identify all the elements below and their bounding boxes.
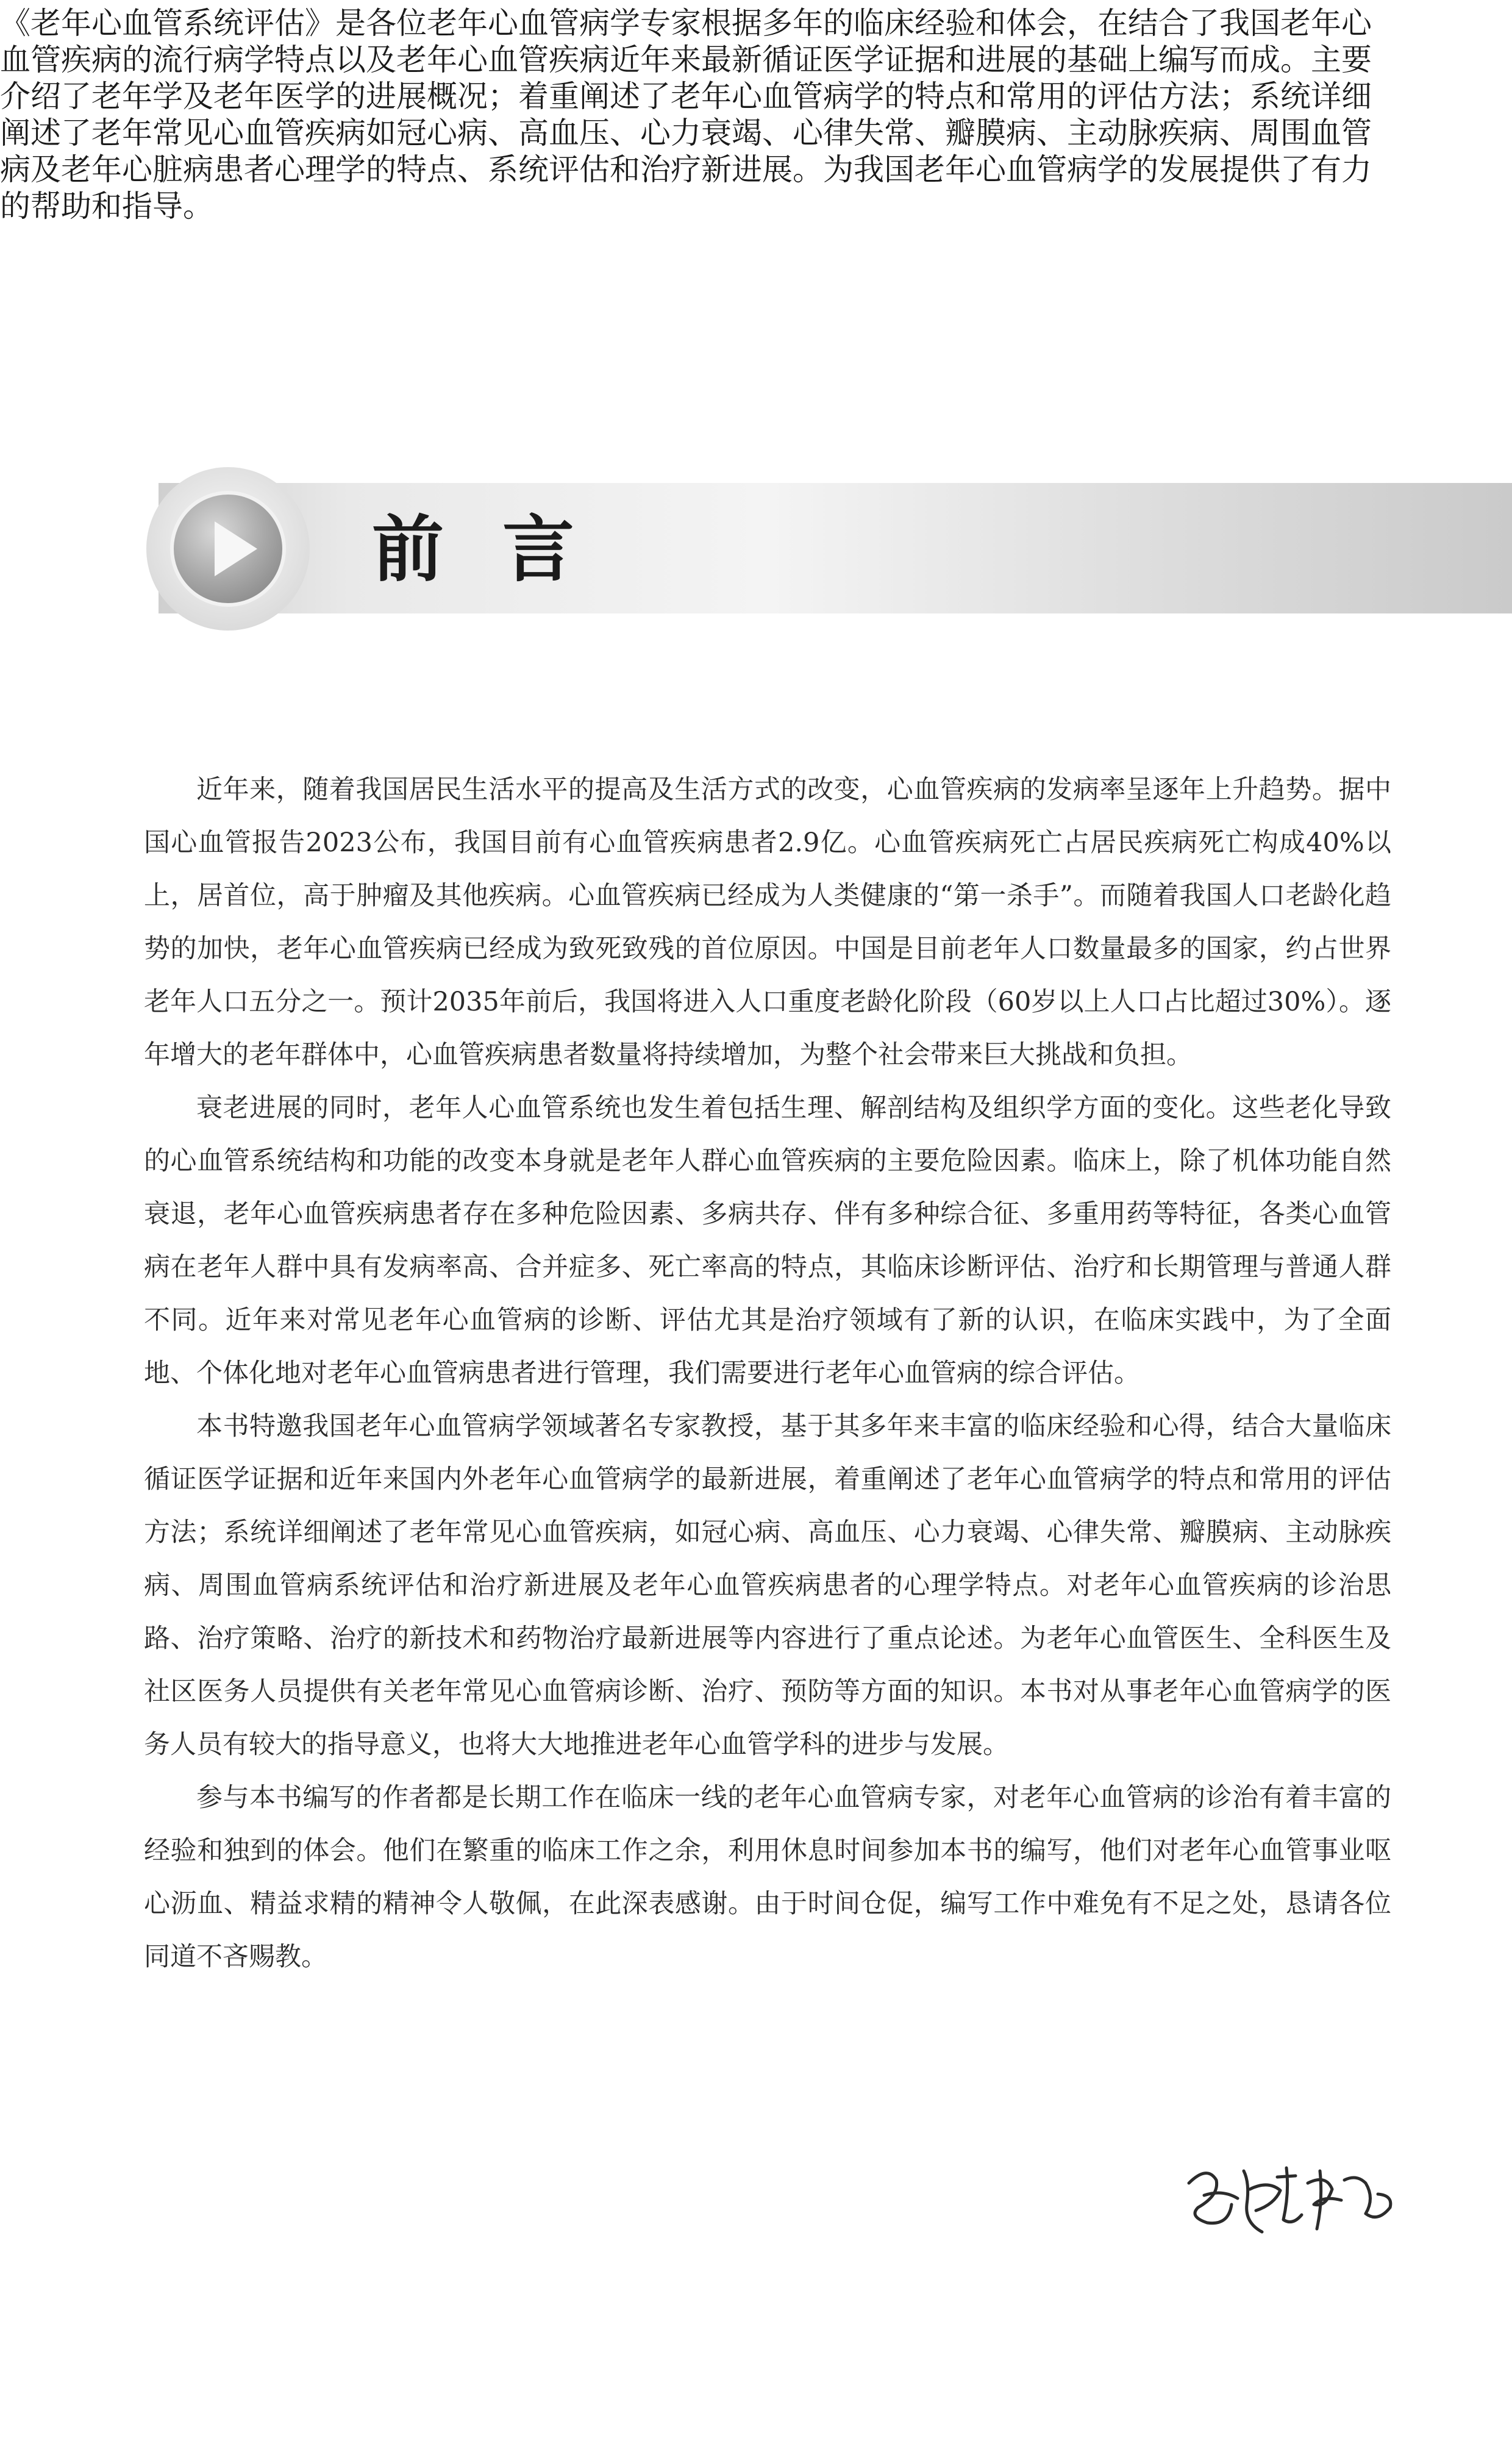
preface-paragraph: 近年来，随着我国居民生活水平的提高及生活方式的改变，心血管疾病的发病率呈逐年上升趋势。据中国心血管报告2023公布，我国目前有心血管疾病患者2.9亿。心血管疾病死亡占居民疾病死亡构成40%以上，居首位，高于肿瘤及其他疾病。心血管疾病已经成为人类健康的“第一杀手”。而随着我国人口老龄化趋势的加快，老年心血管疾病已经成为致死致残的首位原因。中国是目前老年人口数量最多的国家，约占世界老年人口五分之一。预计2035年前后，我国将进入人口重度老龄化阶段（60岁以上人口占比超过30%）。逐年增大的老年群体中，心血管疾病患者数量将持续增加，为整个社会带来巨大挑战和负担。 bbox=[144, 774, 1391, 1070]
preface-body bbox=[144, 763, 1391, 1984]
preface-paragraph: 衰老进展的同时，老年人心血管系统也发生着包括生理、解剖结构及组织学方面的变化。这些老化导致的心血管系统结构和功能的改变本身就是老年人群心血管疾病的主要危险因素。临床上，除了机体功能自然衰退，老年心血管疾病患者存在多种危险因素、多病共存、伴有多种综合征、多重用药等特征，各类心血管病在老年人群中具有发病率高、合并症多、死亡率高的特点，其临床诊断评估、治疗和长期管理与普通人群不同。近年来对常见老年心血管病的诊断、评估尤其是治疗领域有了新的认识，在临床实践中，为了全面地、个体化地对老年心血管病患者进行管理，我们需要进行老年心血管病的综合评估。 bbox=[144, 1093, 1391, 1389]
play-icon bbox=[167, 488, 289, 610]
preface-banner bbox=[146, 467, 1512, 631]
banner-disc bbox=[146, 467, 310, 631]
preface-paragraph: 本书特邀我国老年心血管病学领域著名专家教授，基于其多年来丰富的临床经验和心得，结合大量临床循证医学证据和近年来国内外老年心血管病学的最新进展，着重阐述了老年心血管病学的特点和常用的评估方法；系统详细阐述了老年常见心血管疾病，如冠心病、高血压、心力衰竭、心律失常、瓣膜病、主动脉疾病、周围血管病系统评估和治疗新进展及老年心血管疾病患者的心理学特点。对老年心血管疾病的诊治思路、治疗策略、治疗的新技术和药物治疗最新进展等内容进行了重点论述。为老年心血管医生、全科医生及社区医务人员提供有关老年常见心血管病诊断、治疗、预防等方面的知识。本书对从事老年心血管病学的医务人员有较大的指导意义，也将大大地推进老年心血管学科的进步与发展。 bbox=[144, 1411, 1391, 1760]
preface-paragraph: 参与本书编写的作者都是长期工作在临床一线的老年心血管病专家，对老年心血管病的诊治有着丰富的经验和独到的体会。他们在繁重的临床工作之余，利用休息时间参加本书的编写，他们对老年心血管事业呕心沥血、精益求精的精神令人敬佩，在此深表感谢。由于时间仓促，编写工作中难免有不足之处，恳请各位同道不吝赐教。 bbox=[144, 1782, 1391, 1972]
banner-bar bbox=[159, 483, 1512, 613]
book-blurb: 《老年心血管系统评估》是各位老年心血管病学专家根据多年的临床经验和体会，在结合了我国老年心血管疾病的流行病学特点以及老年心血管疾病近年来最新循证医学证据和进展的基础上编写而成。主要介绍了老年学及老年医学的进展概况；着重阐述了老年心血管病学的特点和常用的评估方法；系统详细阐述了老年常见心血管疾病如冠心病、高血压、心力衰竭、心律失常、瓣膜病、主动脉疾病、周围血管病及老年心脏病患者心理学的特点、系统评估和治疗新进展。为我国老年心血管病学的发展提供了有力的帮助和指导。 bbox=[0, 5, 1372, 224]
page-title: 前言 bbox=[372, 507, 633, 592]
signature-icon bbox=[1171, 2147, 1402, 2250]
